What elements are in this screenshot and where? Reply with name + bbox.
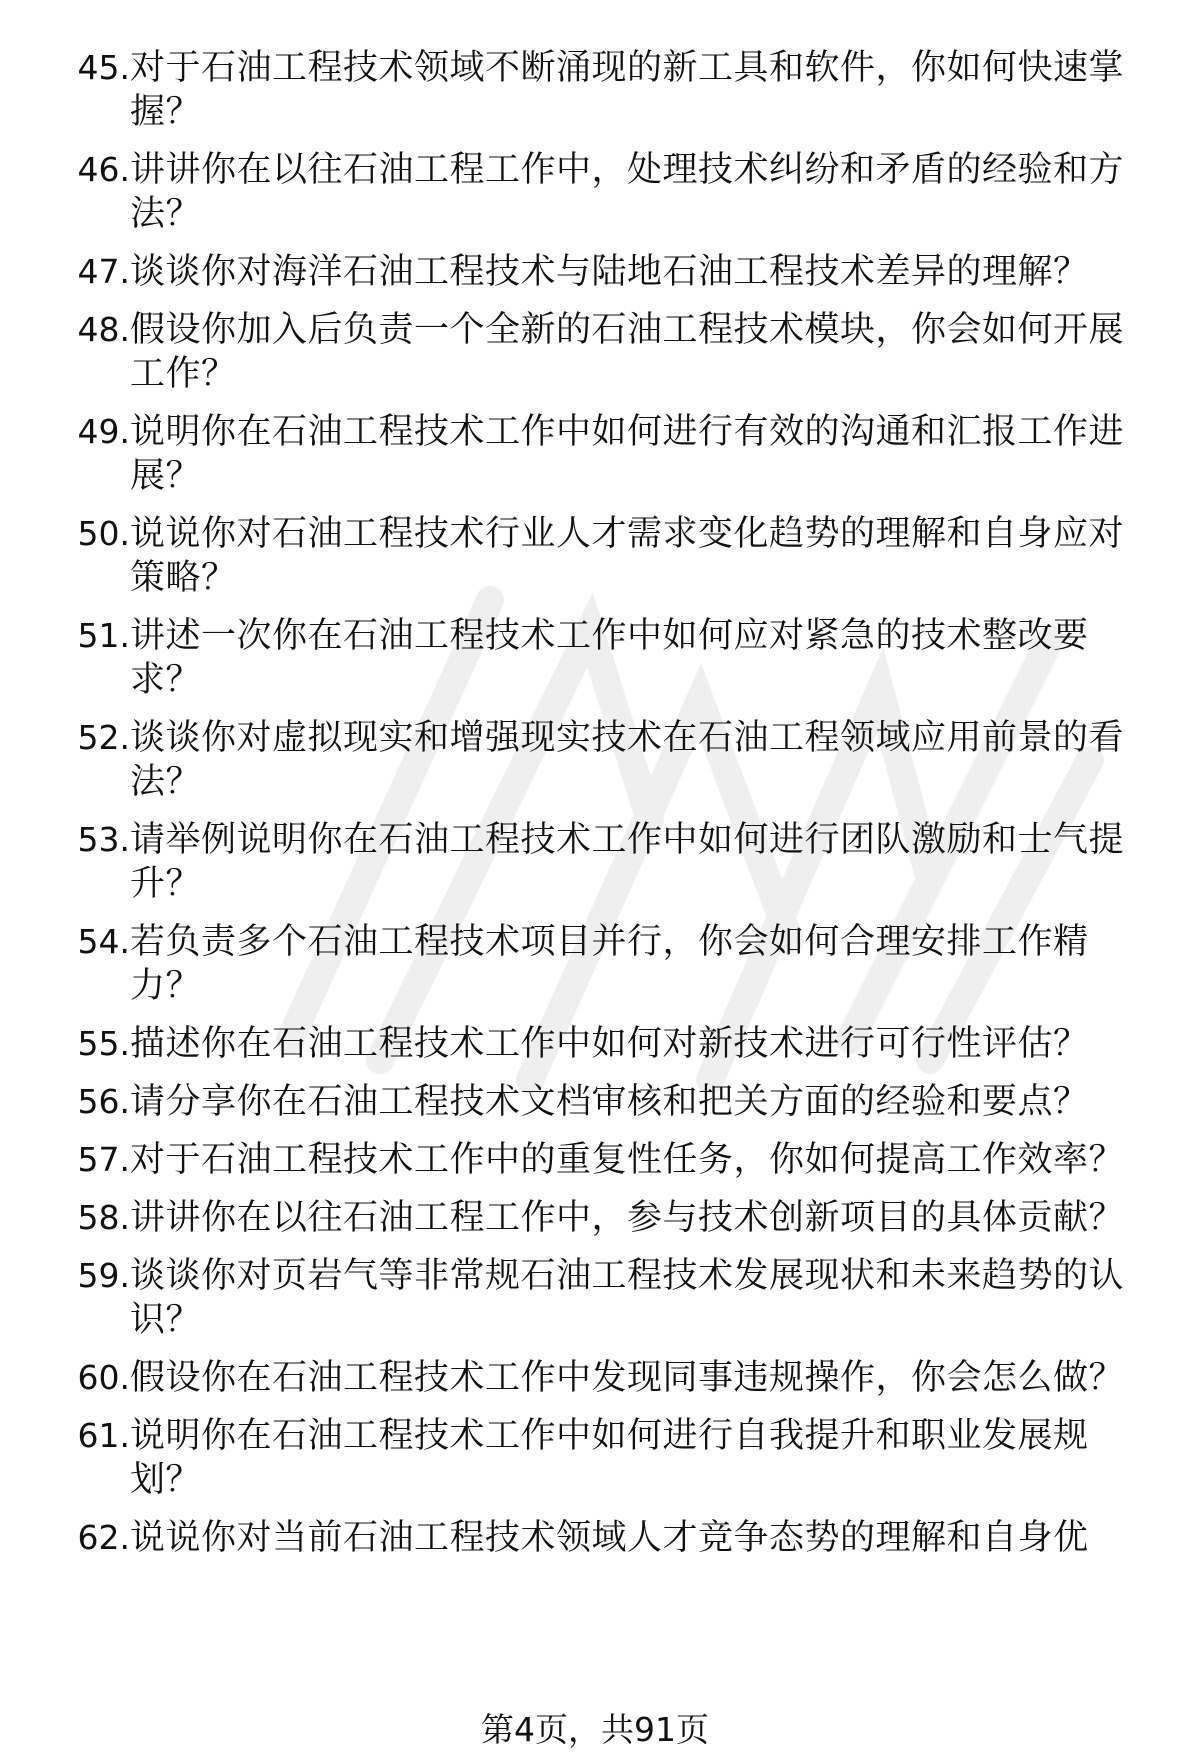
question-item xyxy=(0,1196,1190,1240)
question-item xyxy=(0,46,1190,134)
question-item xyxy=(0,1414,1190,1502)
question-item xyxy=(0,614,1190,702)
question-text: 对于石油工程技术领域不断涌现的新工具和软件，你如何快速掌握？ xyxy=(130,48,1125,132)
question-number: 53. xyxy=(77,820,130,859)
question-text: 假设你加入后负责一个全新的石油工程技术模块，你会如何开展工作？ xyxy=(130,310,1125,394)
question-number: 62. xyxy=(77,1518,130,1557)
question-text: 说说你对石油工程技术行业人才需求变化趋势的理解和自身应对策略？ xyxy=(130,514,1125,598)
question-item xyxy=(0,1516,1190,1560)
question-item xyxy=(0,250,1190,294)
question-text: 说说你对当前石油工程技术领域人才竞争态势的理解和自身优 xyxy=(130,1518,1089,1558)
question-number: 58. xyxy=(77,1198,130,1237)
question-number: 47. xyxy=(77,252,130,291)
page-footer: 第4页，共91页 xyxy=(481,1710,709,1749)
question-list xyxy=(0,46,1190,1574)
question-item xyxy=(0,410,1190,498)
question-number: 45. xyxy=(77,48,130,87)
question-text: 说明你在石油工程技术工作中如何进行有效的沟通和汇报工作进展？ xyxy=(130,412,1125,496)
question-number: 48. xyxy=(77,310,130,349)
question-text: 讲述一次你在石油工程技术工作中如何应对紧急的技术整改要求？ xyxy=(130,616,1089,700)
question-number: 60. xyxy=(77,1358,130,1397)
question-text: 谈谈你对页岩气等非常规石油工程技术发展现状和未来趋势的认识？ xyxy=(130,1256,1125,1340)
question-number: 57. xyxy=(77,1140,130,1179)
question-number: 51. xyxy=(77,616,130,655)
question-item xyxy=(0,1138,1190,1182)
question-text: 请举例说明你在石油工程技术工作中如何进行团队激励和士气提升？ xyxy=(130,820,1125,904)
question-text: 讲讲你在以往石油工程工作中，参与技术创新项目的具体贡献？ xyxy=(130,1198,1125,1238)
question-text: 对于石油工程技术工作中的重复性任务，你如何提高工作效率？ xyxy=(130,1140,1125,1180)
question-text: 请分享你在石油工程技术文档审核和把关方面的经验和要点？ xyxy=(130,1082,1089,1122)
question-number: 52. xyxy=(77,718,130,757)
question-item xyxy=(0,308,1190,396)
question-text: 说明你在石油工程技术工作中如何进行自我提升和职业发展规划？ xyxy=(130,1416,1089,1500)
question-number: 46. xyxy=(77,150,130,189)
question-item xyxy=(0,716,1190,804)
question-number: 49. xyxy=(77,412,130,451)
question-number: 55. xyxy=(77,1024,130,1063)
question-text: 讲讲你在以往石油工程工作中，处理技术纠纷和矛盾的经验和方法？ xyxy=(130,150,1125,234)
question-item xyxy=(0,1356,1190,1400)
question-text: 假设你在石油工程技术工作中发现同事违规操作，你会怎么做？ xyxy=(130,1358,1125,1398)
question-number: 59. xyxy=(77,1256,130,1295)
question-item xyxy=(0,148,1190,236)
question-number: 50. xyxy=(77,514,130,553)
question-number: 61. xyxy=(77,1416,130,1455)
question-text: 若负责多个石油工程技术项目并行，你会如何合理安排工作精力？ xyxy=(130,922,1089,1006)
question-item xyxy=(0,920,1190,1008)
question-item xyxy=(0,1022,1190,1066)
question-text: 谈谈你对虚拟现实和增强现实技术在石油工程领域应用前景的看法？ xyxy=(130,718,1125,802)
question-number: 56. xyxy=(77,1082,130,1121)
question-number: 54. xyxy=(77,922,130,961)
question-item xyxy=(0,512,1190,600)
question-item xyxy=(0,1254,1190,1342)
question-item xyxy=(0,818,1190,906)
question-text: 描述你在石油工程技术工作中如何对新技术进行可行性评估？ xyxy=(130,1024,1089,1064)
question-text: 谈谈你对海洋石油工程技术与陆地石油工程技术差异的理解？ xyxy=(130,252,1089,292)
question-item xyxy=(0,1080,1190,1124)
